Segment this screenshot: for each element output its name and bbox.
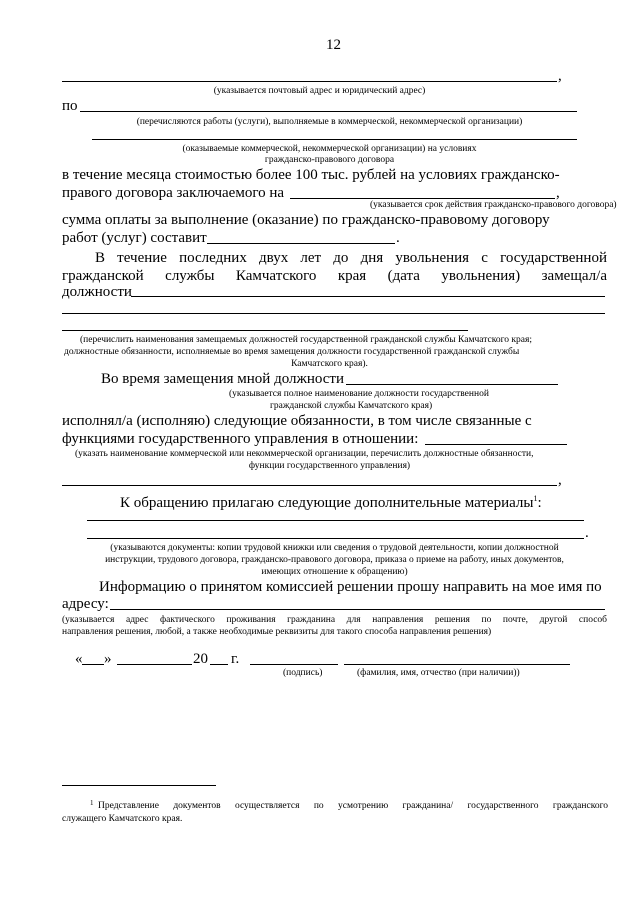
posts-note-3: Камчатского края). [291,359,368,369]
org-note-1: (оказываемые коммерческой, некоммерческой организации) на условиях [182,144,477,154]
footnote-text-2: служащего Камчатского края. [62,814,183,824]
docs-note-1: (указываются документы: копии трудовой книжки или сведения о трудовой деятельности, копии должностной [110,543,559,553]
date-g: г. [231,651,240,667]
org-func-note-2: функции государственного управления) [248,461,411,471]
date-year-prefix: 20 [193,651,208,667]
address-line [62,81,557,82]
info-text-1: Информацию о принятом комиссией решении прошу направить на мое имя по [99,579,602,595]
address-comma: , [558,68,562,84]
page-number: 12 [326,37,341,53]
sum-text-2: работ (услуг) составит [62,230,207,246]
footnote-separator [62,785,216,786]
footnote-ref: 1 [533,494,538,503]
duties-org-line [425,444,567,445]
sum-period: . [396,230,400,246]
posts-line-2 [62,313,605,314]
posts-note-1: (перечислить наименования замещаемых должностей государственной гражданской службы Камчатского края; [80,335,532,345]
date-open-quote: « [75,651,83,667]
po-label: по [62,98,78,114]
attach-colon: : [537,495,542,511]
position-line [346,384,558,385]
duties-text-1: исполнял/а (исполняю) следующие обязанности, в том числе связанные с [62,413,532,429]
footnote-mark: 1 [90,799,94,807]
works-note: (перечисляются работы (услуги), выполняемые в коммерческой, некоммерческой организации) [136,117,523,127]
date-month-line [117,664,192,665]
signature-note: (подпись) [283,668,323,678]
fullname-note-1: (указывается полное наименование должности государственной [229,389,489,399]
address-note: (указывается почтовый адрес и юридический адрес) [213,86,426,96]
posts-line-3 [62,330,468,331]
info-text-2: адресу: [62,596,109,612]
posts-line-1 [131,296,605,297]
attach-line-2 [87,538,584,539]
month-text-1: в течение месяца стоимостью более 100 тыс. рублей на условиях гражданско- [62,167,560,183]
posts-note-2: должностные обязанности, исполняемые во время замещения должности государственной гражданской службы [64,347,520,357]
docs-note-2: инструкции, трудового договора, гражданско-правового договора, приказа о приеме на работу, иных документов, [105,555,564,565]
during-text: Во время замещения мной должности [101,371,345,387]
attach-label: К обращению прилагаю следующие дополнительные материалы [120,495,534,511]
duties-comma: , [558,472,562,488]
fio-line [344,664,570,665]
works-line [80,111,577,112]
dismiss-text-2: гражданской службы Камчатского края (дата увольнения) замещал/а [62,268,607,284]
month-comma: , [556,185,560,201]
attach-line-1 [87,520,584,521]
duties-text-2: функциями государственного управления в отношении: [62,431,419,447]
dismiss-text-3: должности [62,284,132,300]
org-func-note-1: (указать наименование коммерческой или некоммерческой организации, перечислить должностные обязанности, [75,449,534,459]
sum-text-1: сумма оплаты за выполнение (оказание) по гражданско-правовому договору [62,212,550,228]
docs-note-3: имеющих отношение к обращению) [261,567,408,577]
contract-term-line [290,198,555,199]
footnote-text-1: Представление документов осуществляется по усмотрению гражданина/ государственного гражданского [98,801,608,811]
attach-text [120,490,542,512]
org-line [92,139,577,140]
dismiss-text-1: В течение последних двух лет до дня увольнения с государственной [95,250,607,266]
address-fact-line [110,609,605,610]
fullname-note-2: гражданской службы Камчатского края) [270,401,433,411]
org-note-2: гражданско-правового договора [264,155,395,165]
duties-line [62,485,557,486]
date-day-line [82,664,104,665]
address-fact-note-2: направления решения, любой, а также необходимые реквизиты для такого способа направления решения) [62,627,492,637]
term-note: (указывается срок действия гражданско-правового договора) [370,200,617,210]
date-year-line [210,664,228,665]
sum-line [207,243,395,244]
fio-note: (фамилия, имя, отчество (при наличии)) [357,668,520,678]
date-close-quote: » [104,651,112,667]
month-text-2: правого договора заключаемого на [62,185,285,201]
address-fact-note-1: (указывается адрес фактического проживания гражданина для направления решения по почте, другой способ [62,615,607,625]
attach-period: . [585,525,589,541]
signature-line [250,664,338,665]
